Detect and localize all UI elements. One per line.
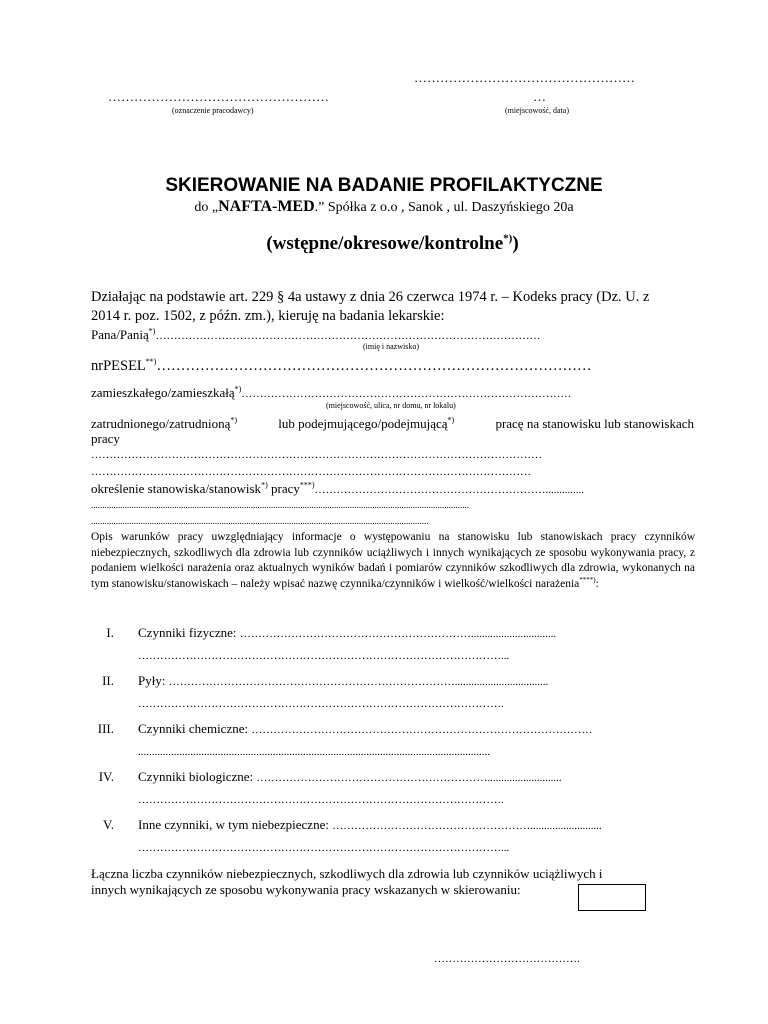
place-date-dots[interactable]: …………………………………………… [414,70,635,85]
factor-row[interactable] [86,721,592,737]
employment-dots-2[interactable]: ………………………………………………………………………………………………………… [91,466,531,478]
factor-label: Czynniki biologiczne: [138,769,254,784]
address-dots: ……………………………………………………………………………… [241,388,572,400]
name-label: Pana/Panią [91,327,149,342]
employment-dots-1[interactable]: …………………………………………………………………………………………………………… [91,449,542,461]
place-date-dots-cont: … [533,89,546,104]
factor-number: V. [103,817,114,832]
factor-number: III. [97,721,114,736]
factor-number: IV. [98,769,114,784]
summary-line-2: innych wynikających ze sposobu wykonywania pracy wskazanych w skierowaniu: [91,882,521,897]
position-field[interactable]: określenie stanowiska/stanowisk*) pracy***)……………………………………………………….............. [91,480,585,496]
position-dots: ……………………………………………………….............. [314,484,585,496]
factor-label: Czynniki fizyczne: [138,625,237,640]
factor-row[interactable] [86,769,562,785]
factor-label: Czynniki chemiczne: [138,721,249,736]
position-dots-3[interactable]: ...................................................................................................................................................... [91,516,429,526]
factor-label: Pyły: [138,673,166,688]
position-label: określenie stanowiska/stanowisk [91,481,262,496]
factor-dots: ………………………………………………………........................... [256,772,562,784]
employment-line: zatrudnionego/zatrudnioną*) lub podejmującego/podejmującą*) pracę na stanowisku lub stanowiskach [91,415,694,431]
pesel-field[interactable]: nrPESEL**)……………………………………………………………………………… [91,357,592,374]
factor-dots-line-2[interactable]: ………………………………………………………………………………………... [138,842,510,854]
factor-dots-line-2[interactable]: ………………………………………………………………………………………... [138,650,510,662]
factor-dots-line-2[interactable]: ………………………………………………………………………………………. [138,698,504,710]
factor-number: I. [106,625,114,640]
factor-dots: ………………………………………………………............................... [239,628,557,640]
employer-dots[interactable]: …………………………………………… [108,89,329,104]
summary-line-1: Łączna liczba czynników niebezpiecznych, szkodliwych dla zdrowia lub czynników uciążliwych i [91,866,603,881]
address-field[interactable]: zamieszkałego/zamieszkałą*)……………………………………………………………………………… [91,384,572,400]
name-dots: …………………………………………………………………………………………… [155,330,541,342]
position-dots-2[interactable]: ........................................................................................................................................................................ [91,500,469,510]
intro-line-1: Działając na podstawie art. 229 § 4a ustawy z dnia 26 czerwca 1974 r. – Kodeks pracy (Dz. U. z [91,289,650,305]
factor-row[interactable] [86,673,548,689]
work-conditions-description: Opis warunków pracy uwzględniający informacje o występowaniu na stanowisku lub stanowiskach pracy czynników niebezpiecznych, szkodliwych dla zdrowia lub czynników uciążliwych i innych wynikających ze sposobu wykonywania pracy, z podaniem wielkości narażenia oraz aktualnych wyników badań i pomiarów czynników szkodliwych dla zdrowia, wykonanych na tym stanowisku/stanowiskach – należy wpisać nazwę czynnika/czynników i wielkość/wielkości narażenia****): [91,531,695,590]
address-label: zamieszkałego/zamieszkałą [91,385,235,400]
factor-dots: ………………………………………………………………………………… [251,724,593,736]
place-date-caption: (miejscowość, data) [505,106,569,115]
name-field[interactable]: Pana/Panią*)…………………………………………………………………………………………… [91,326,541,342]
employer-caption: (oznaczenie pracodawcy) [172,106,254,115]
name-caption: (imię i nazwisko) [363,342,419,351]
address-caption: (miejscowość, ulica, nr domu, nr lokalu) [326,401,456,410]
factor-label: Inne czynniki, w tym niebezpieczne: [138,817,329,832]
signature-dots[interactable]: …………………………………. [434,953,580,965]
factor-dots-line-2[interactable]: ………………………………………………………………………………………. [138,794,504,806]
factor-dots-line-2[interactable]: ................................................................................................................................ [138,746,490,758]
employment-line-2: pracy [91,431,120,446]
addressee-name: NAFTA-MED [218,198,315,215]
addressee-line: do „NAFTA-MED.” Spółka z o.o , Sanok , ul. Daszyńskiego 20a [194,198,574,215]
pesel-dots: ……………………………………………………………………………… [156,358,592,374]
factor-row[interactable] [86,817,602,833]
document-title: SKIEROWANIE NA BADANIE PROFILAKTYCZNE [165,175,603,196]
factor-dots: …………………………………………………………………….................................. [168,676,549,688]
factor-count-box[interactable] [578,884,646,911]
pesel-label: nrPESEL [91,358,146,374]
intro-line-2: 2014 r. poz. 1502, z późn. zm.), kieruję na badania lekarskie: [91,308,445,324]
factor-number: II. [102,673,114,688]
factor-dots: ……………………………………………….......................... [332,820,602,832]
factor-row[interactable] [86,625,556,641]
exam-type: (wstępne/okresowe/kontrolne*)) [266,232,519,254]
